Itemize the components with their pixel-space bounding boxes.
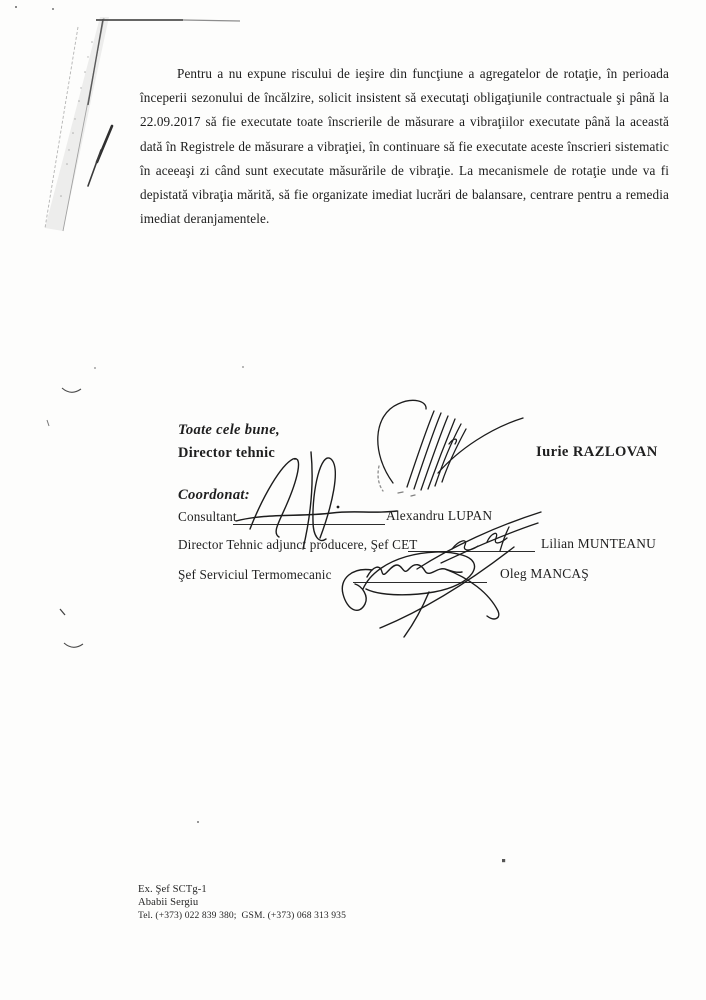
footer-block: [138, 883, 346, 923]
coordinator-name-munteanu: Lilian MUNTEANU: [541, 536, 656, 551]
signature-mancas: [342, 547, 514, 637]
footer-phones: Tel. (+373) 022 839 380; GSM. (+373) 068 313 935: [138, 910, 346, 922]
coordinator-name-mancas: Oleg MANCAŞ: [500, 566, 589, 581]
coordinator-title-consultant: Consultant: [178, 509, 237, 524]
closing-line: Toate cele bune,: [178, 422, 280, 438]
signature-razlovan: [378, 400, 523, 496]
coordinator-name-lupan: Alexandru LUPAN: [386, 508, 493, 523]
signature-line: [233, 524, 385, 525]
footer-executor: Ex. Şef SCTg-1: [138, 884, 207, 895]
signer-name: Iurie RAZLOVAN: [536, 444, 658, 460]
signature-lupan: [236, 452, 397, 549]
signature-line: [408, 551, 535, 552]
body-paragraph: Pentru a nu expune riscului de ieşire din funcţiune a agregatelor de rotaţie, în perioada începerii sezonului de încălzire, solicit insistent să executaţi obligaţiunile contractuale şi până la 22.09.2017 să fie executate toate înscrierile de măsurare a vibraţiilor executate până la această dată în Registrele de măsurare a vibraţiei, în continuare să fie executate aceste înscrieri sistematic în aceeaşi zi când sunt executate măsurările de vibraţie. La mecanismele de rotaţie unde va fi depistată vibraţia mărită, să fie organizate imediat lucrări de balansare, centrare pentru a remedia imediat deranjamentele.: [140, 66, 669, 227]
signer-title: Director tehnic: [178, 445, 276, 461]
signature-line: [353, 582, 487, 583]
coordinator-title-termomecanic: Şef Serviciul Termomecanic: [178, 567, 332, 582]
coordonat-label: Coordonat:: [178, 487, 250, 503]
coordinator-title-cet: Director Tehnic adjunct producere, Şef CET: [178, 537, 418, 552]
footer-executor-name: Ababii Sergiu: [138, 897, 199, 909]
